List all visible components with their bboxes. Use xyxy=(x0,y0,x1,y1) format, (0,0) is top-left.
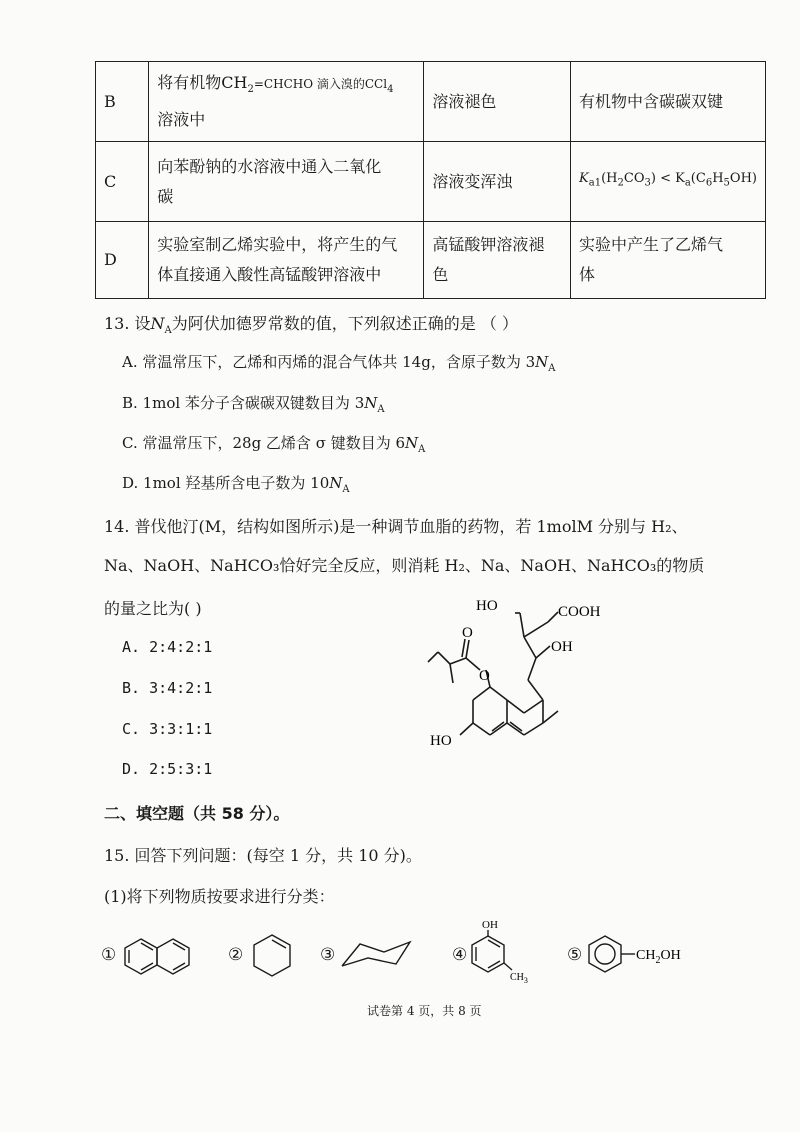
q13-option-c: C. 常温常压下，28g 乙烯含 σ 键数目为 $6N_A$ xyxy=(122,434,426,455)
cooh-label: COOH xyxy=(558,604,601,620)
experiment-table xyxy=(95,61,766,299)
q15-stem: 15. 回答下列问题：(每空 1 分，共 10 分)。 xyxy=(104,846,422,865)
q13-option-a: A. 常温常压下，乙烯和丙烯的混合气体共 14g，含原子数为 $3N_A$ xyxy=(122,353,556,374)
q14-option-d: D. 2:5:3:1 xyxy=(122,760,213,778)
ester-o-label: O xyxy=(479,668,490,684)
q13-option-b: B. 1mol 苯分子含碳碳双键数目为 $3N_A$ xyxy=(122,394,385,415)
pravastatin-structure xyxy=(420,590,620,765)
row-label: D xyxy=(96,222,149,299)
cyclohexane-chair-structure xyxy=(340,938,412,970)
benzyl-alcohol-structure xyxy=(585,932,700,978)
item-3-number: ③ xyxy=(320,945,336,965)
phenomenon-cell: 溶液褪色 xyxy=(424,62,571,142)
ho-bottom-label: HO xyxy=(430,733,452,749)
m-cresol-ch3-label: $CH_3$ xyxy=(510,972,528,984)
q14-line-1: 14. 普伐他汀(M，结构如图所示)是一种调节血脂的药物，若 1molM 分别与 H₂、 xyxy=(104,517,688,536)
q14-line-3: 的量之比为( ) xyxy=(104,599,202,618)
ho-label: HO xyxy=(476,598,498,614)
q14-line-2: Na、NaOH、NaHCO₃恰好完全反应，则消耗 H₂、Na、NaOH、NaHCO₃的物质 xyxy=(104,556,705,575)
operation-cell: 将有机物$CH_2=CHCHO$ 滴入溴的CCl$_4$ 溶液中 xyxy=(149,62,424,142)
m-cresol-structure xyxy=(470,918,538,984)
section-title: 二、填空题（共 58 分）。 xyxy=(104,804,290,823)
structure-bonds xyxy=(428,612,558,735)
carbonyl-o-label: O xyxy=(462,625,473,641)
conclusion-cell: $K_{a1}(H_2CO_3) < K_a(C_6H_5OH)$ xyxy=(571,142,766,222)
row-label: C xyxy=(96,142,149,222)
q15-sub1: (1)将下列物质按要求进行分类： xyxy=(104,887,335,906)
q13-stem: 13. 设$N_A$为阿伏加德罗常数的值，下列叙述正确的是 （ ） xyxy=(104,314,518,337)
phenomenon-cell: 高锰酸钾溶液褪 色 xyxy=(424,222,571,299)
operation-cell: 向苯酚钠的水溶液中通入二氧化 碳 xyxy=(149,142,424,222)
q14-option-c: C. 3:3:1:1 xyxy=(122,720,213,738)
q14-option-a: A. 2:4:2:1 xyxy=(122,638,213,656)
item-2-number: ② xyxy=(228,945,244,965)
table-row xyxy=(96,222,766,299)
oh-label: OH xyxy=(551,639,573,655)
conclusion-cell: 实验中产生了乙烯气 体 xyxy=(571,222,766,299)
cyclohexene-structure xyxy=(250,932,294,980)
naphthalene-structure xyxy=(123,935,195,977)
phenomenon-cell: 溶液变浑浊 xyxy=(424,142,571,222)
m-cresol-oh-label: OH xyxy=(482,919,498,931)
item-5-number: ⑤ xyxy=(567,945,583,965)
q14-option-b: B. 3:4:2:1 xyxy=(122,679,213,697)
page-footer: 试卷第 4 页，共 8 页 xyxy=(367,1004,482,1018)
q13-option-d: D. 1mol 羟基所含电子数为 $10N_A$ xyxy=(122,474,350,495)
table-row xyxy=(96,62,766,142)
row-label: B xyxy=(96,62,149,142)
ch2oh-label: $CH_2OH$ xyxy=(636,948,681,966)
table-row xyxy=(96,142,766,222)
conclusion-cell: 有机物中含碳碳双键 xyxy=(571,62,766,142)
item-1-number: ① xyxy=(101,945,117,965)
operation-cell: 实验室制乙烯实验中，将产生的气 体直接通入酸性高锰酸钾溶液中 xyxy=(149,222,424,299)
item-4-number: ④ xyxy=(452,945,468,965)
